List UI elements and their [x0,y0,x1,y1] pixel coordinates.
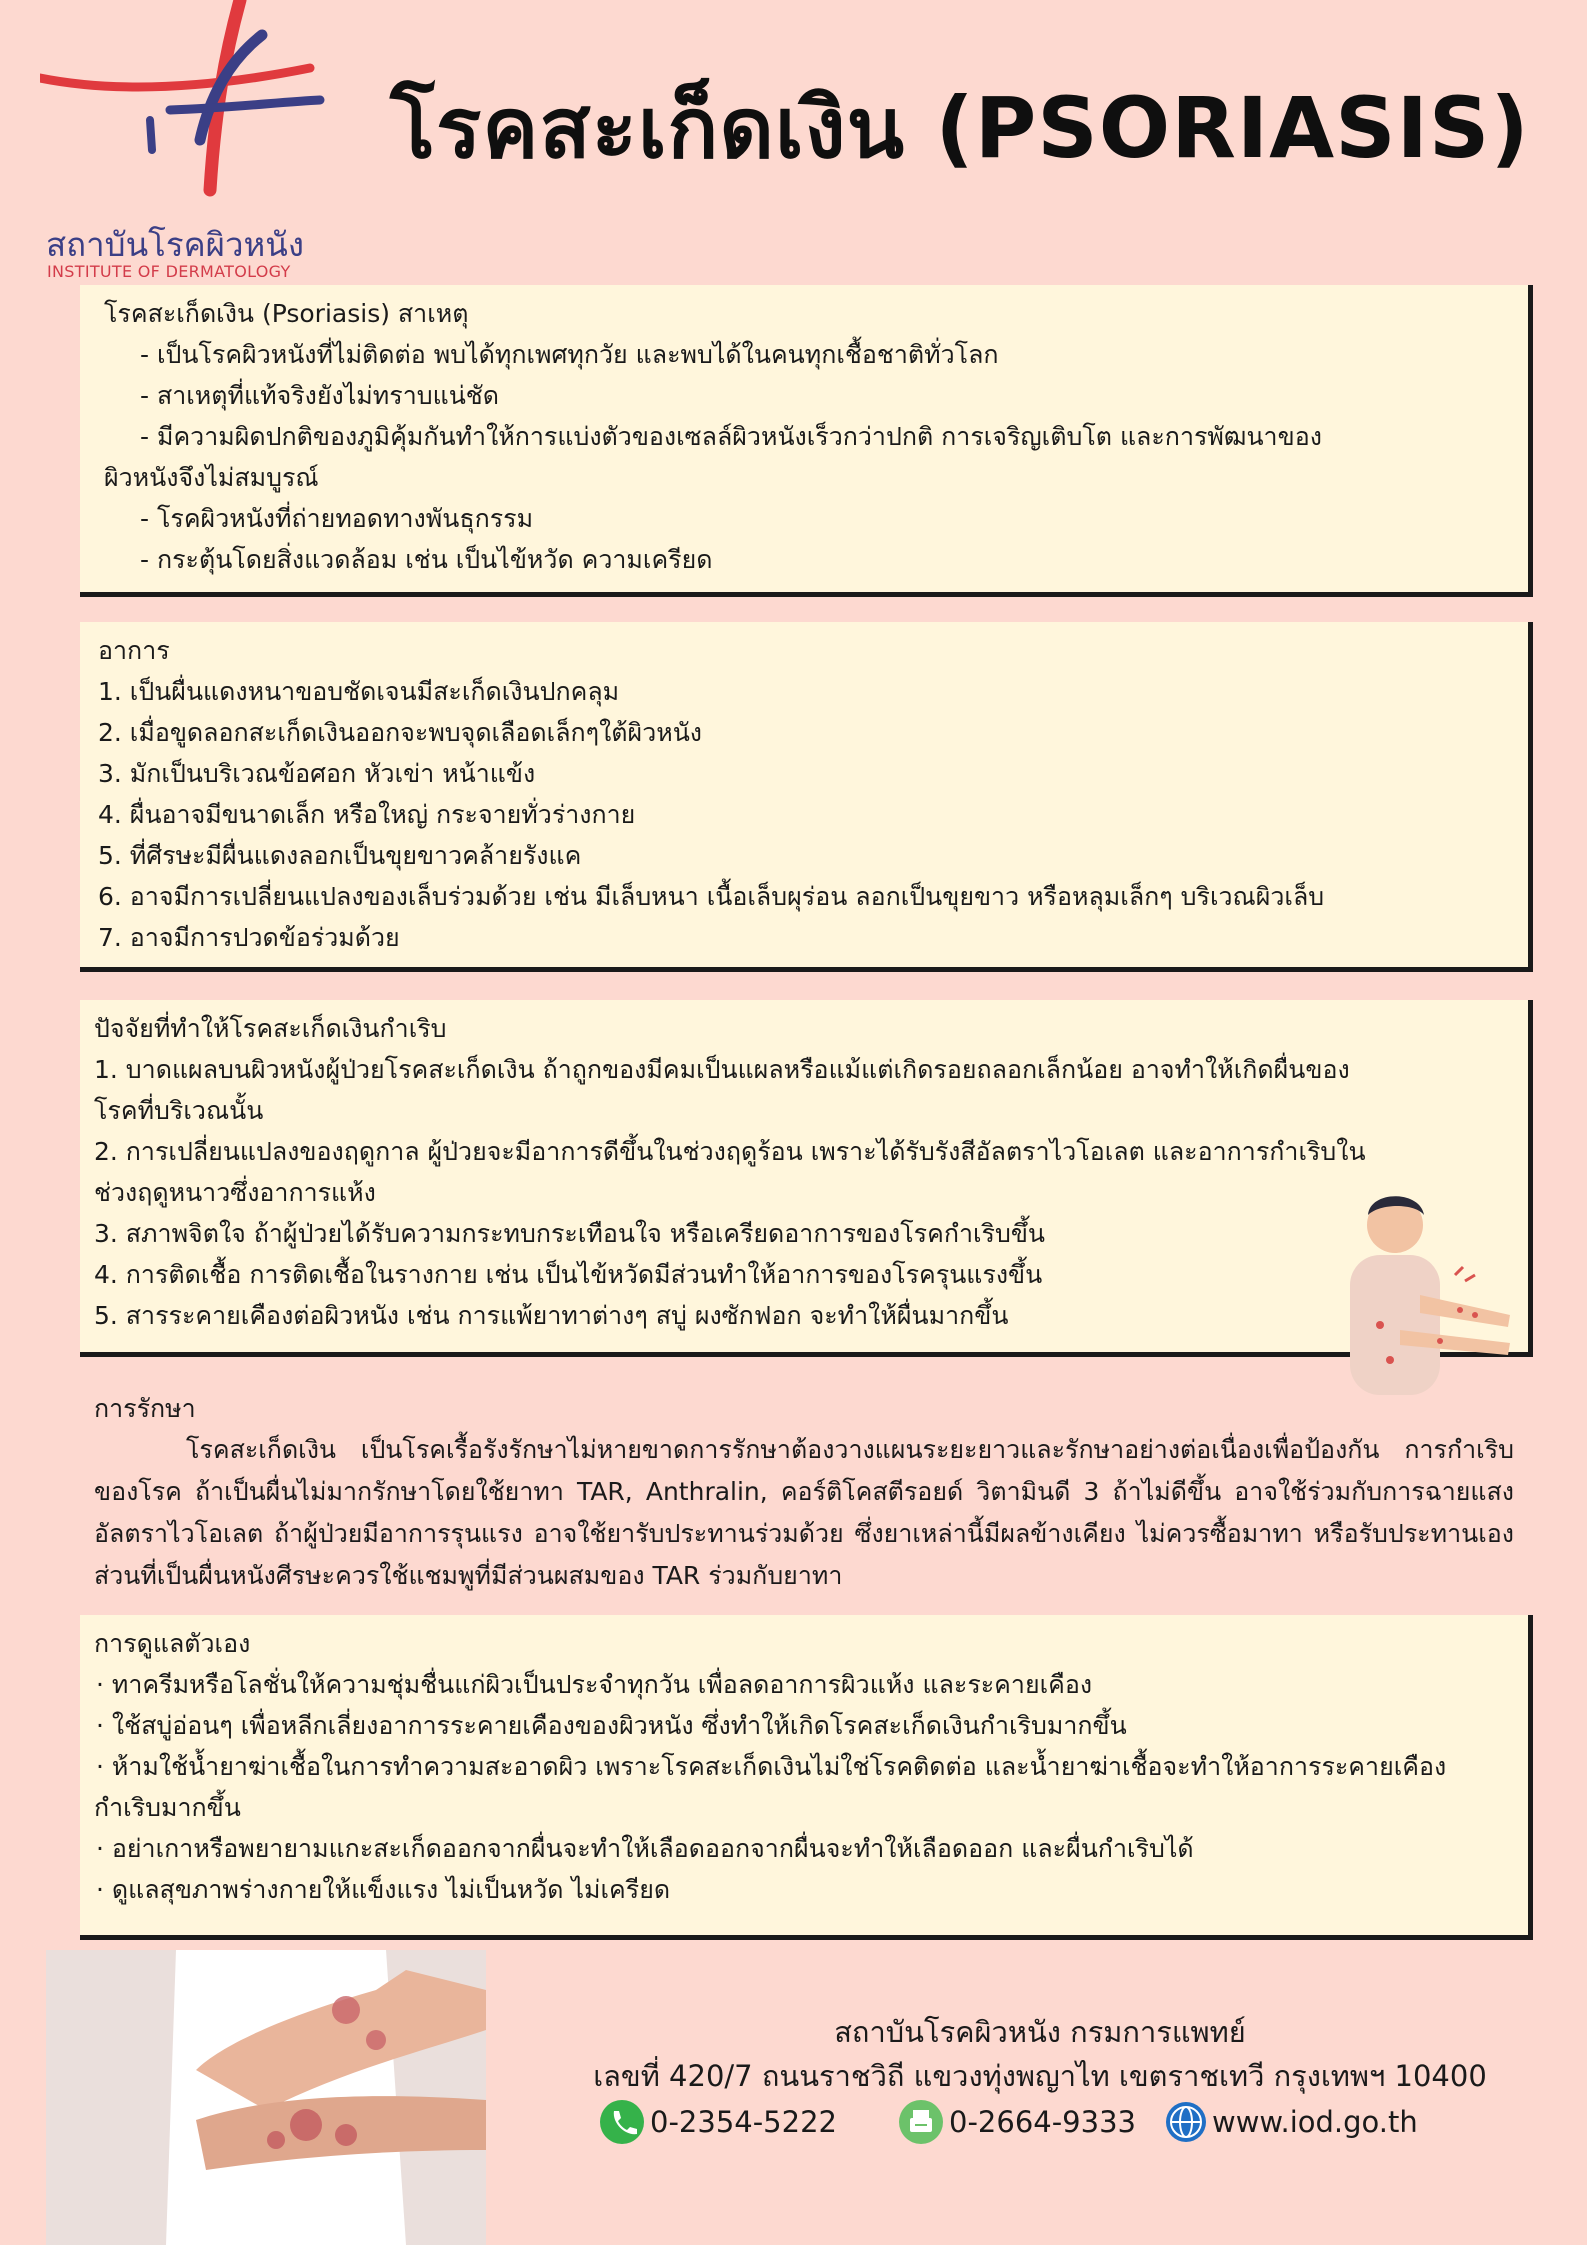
causes-item: - กระตุ้นโดยสิ่งแวดล้อม เช่น เป็นไข้หวัด ความเครียด [140,545,713,574]
causes-item: - สาเหตุที่แท้จริงยังไม่ทราบแน่ชัด [140,381,500,410]
symptom-item: 1. เป็นผื่นแดงหนาขอบชัดเจนมีสะเก็ดเงินปกคลุม [98,677,620,706]
causes-heading: โรคสะเก็ดเงิน (Psoriasis) สาเหตุ [104,299,469,328]
org-name: สถาบันโรคผิวหนัง กรมการแพทย์ [834,2015,1246,2049]
symptom-item: 4. ผื่นอาจมีขนาดเล็ก หรือใหญ่ กระจายทั่วร่างกาย [98,800,636,829]
symptom-item: 2. เมื่อขูดลอกสะเก็ดเงินออกจะพบจุดเลือดเล็กๆใต้ผิวหนัง [98,718,703,747]
selfcare-item: กำเริบมากขึ้น [94,1793,241,1822]
treatment-section [94,1388,1514,1597]
symptom-item: 3. มักเป็นบริเวณข้อศอก หัวเข่า หน้าแข้ง [98,759,536,788]
factor-item: 1. บาดแผลบนผิวหนังผู้ป่วยโรคสะเก็ดเงิน ถ้าถูกของมีคมเป็นแผลหรือแม้แต่เกิดรอยถลอกเล็กน้อย อาจทำให้เกิดผื่นของ [94,1055,1350,1084]
causes-item: - โรคผิวหนังที่ถ่ายทอดทางพันธุกรรม [140,504,534,533]
causes-section [80,285,1533,597]
treatment-heading: การรักษา [94,1394,196,1423]
symptom-item: 6. อาจมีการเปลี่ยนแปลงของเล็บร่วมด้วย เช่น มีเล็บหนา เนื้อเล็บผุร่อน ลอกเป็นขุยขาว หรือหลุมเล็กๆ บริเวณผิวเล็บ [98,882,1325,911]
address: เลขที่ 420/7 ถนนราชวิถี แขวงทุ่งพญาไท เขตราชเทวี กรุงเทพฯ 10400 [593,2059,1487,2093]
logo-name-english: INSTITUTE OF DERMATOLOGY [47,262,291,281]
symptoms-section [80,622,1533,972]
factors-heading: ปัจจัยที่ทำให้โรคสะเก็ดเงินกำเริบ [94,1014,447,1043]
website-link[interactable]: www.iod.go.th [1212,2105,1418,2139]
selfcare-item: · ห้ามใช้น้ำยาฆ่าเชื้อในการทำความสะอาดผิว เพราะโรคสะเก็ดเงินไม่ใช่โรคติดต่อ และน้ำยาฆ่าเชื้อจะทำให้อาการระคายเคือง [96,1752,1447,1781]
factor-item: ช่วงฤดูหนาวซึ่งอาการแห้ง [94,1178,376,1207]
logo-name-thai: สถาบันโรคผิวหนัง [46,225,304,264]
factor-item: 3. สภาพจิตใจ ถ้าผู้ป่วยได้รับความกระทบกระเทือนใจ หรือเครียดอาการของโรคกำเริบขึ้น [94,1219,1046,1248]
contact-info [570,2010,1510,2144]
page-title: โรคสะเก็ดเงิน (PSORIASIS) [390,79,1530,177]
psoriasis-arm-photo [46,1950,486,2245]
symptom-item: 5. ที่ศีรษะมีผื่นแดงลอกเป็นขุยขาวคล้ายรังแค [98,841,582,870]
selfcare-item: · ใช้สบู่อ่อนๆ เพื่อหลีกเลี่ยงอาการระคายเคืองของผิวหนัง ซึ่งทำให้เกิดโรคสะเก็ดเงินกำเริบมากขึ้น [96,1711,1127,1740]
itchy-person-illustration [1320,1185,1520,1395]
causes-item: ผิวหนังจึงไม่สมบูรณ์ [104,463,319,492]
selfcare-item: · ดูแลสุขภาพร่างกายให้แข็งแรง ไม่เป็นหวัด ไม่เครียด [96,1875,671,1904]
selfcare-heading: การดูแลตัวเอง [94,1629,251,1658]
factors-section [80,1000,1533,1357]
factor-item: 5. สารระคายเคืองต่อผิวหนัง เช่น การแพ้ยาทาต่างๆ สบู่ ผงซักฟอก จะทำให้ผื่นมากขึ้น [94,1301,1009,1330]
selfcare-item: · อย่าเกาหรือพยายามแกะสะเก็ดออกจากผื่นจะทำให้เลือดออกจากผื่นจะทำให้เลือดออก และผื่นกำเริบได้ [96,1834,1194,1863]
selfcare-section [80,1615,1533,1940]
causes-item: - เป็นโรคผิวหนังที่ไม่ติดต่อ พบได้ทุกเพศทุกวัย และพบได้ในคนทุกเชื้อชาติทั่วโลก [140,340,999,369]
factor-item: 4. การติดเชื้อ การติดเชื้อในรางกาย เช่น เป็นไข้หวัดมีส่วนทำให้อาการของโรครุนแรงขึ้น [94,1260,1043,1289]
factor-item: 2. การเปลี่ยนแปลงของฤดูกาล ผู้ป่วยจะมีอาการดีขึ้นในช่วงฤดูร้อน เพราะได้รับรังสีอัลตราไวโอเลต และอาการกำเริบใน [94,1137,1366,1166]
treatment-body: โรคสะเก็ดเงิน เป็นโรคเรื้อรังรักษาไม่หายขาดการรักษาต้องวางแผนระยะยาวและรักษาอย่างต่อเนื่องเพื่อป้องกัน การกำเริบของโรค ถ้าเป็นผื่นไม่มากรักษาโดยใช้ยาทา TAR, Anthralin, คอร์ติโคสตีรอยด์ วิตามินดี 3 ถ้าไม่ดีขึ้น อาจใช้ร่วมกับการฉายแสงอัลตราไวโอเลต ถ้าผู้ป่วยมีอาการรุนแรง อาจใช้ยารับประทานร่วมด้วย ซึ่งยาเหล่านี้มีผลข้างเคียง ไม่ควรซื้อมาทา หรือรับประทานเอง ส่วนที่เป็นผื่นหนังศีรษะควรใช้แชมพูที่มีส่วนผสมของ TAR ร่วมกับยาทา [94,1435,1514,1590]
symptom-item: 7. อาจมีการปวดข้อร่วมด้วย [98,923,400,952]
causes-item: - มีความผิดปกติของภูมิคุ้มกันทำให้การแบ่งตัวของเซลล์ผิวหนังเร็วกว่าปกติ การเจริญเติบโต และการพัฒนาของ [140,422,1322,451]
phone-number[interactable]: 0-2354-5222 [650,2105,837,2139]
symptoms-heading: อาการ [98,636,170,665]
selfcare-item: · ทาครีมหรือโลชั่นให้ความชุ่มชื่นแก่ผิวเป็นประจำทุกวัน เพื่อลดอาการผิวแห้ง และระคายเคือง [96,1670,1093,1699]
factor-item: โรคที่บริเวณนั้น [94,1096,264,1125]
globe-icon [1166,2102,1206,2142]
fax-icon [899,2100,943,2144]
fax-number[interactable]: 0-2664-9333 [949,2105,1136,2139]
phone-icon [600,2100,644,2144]
